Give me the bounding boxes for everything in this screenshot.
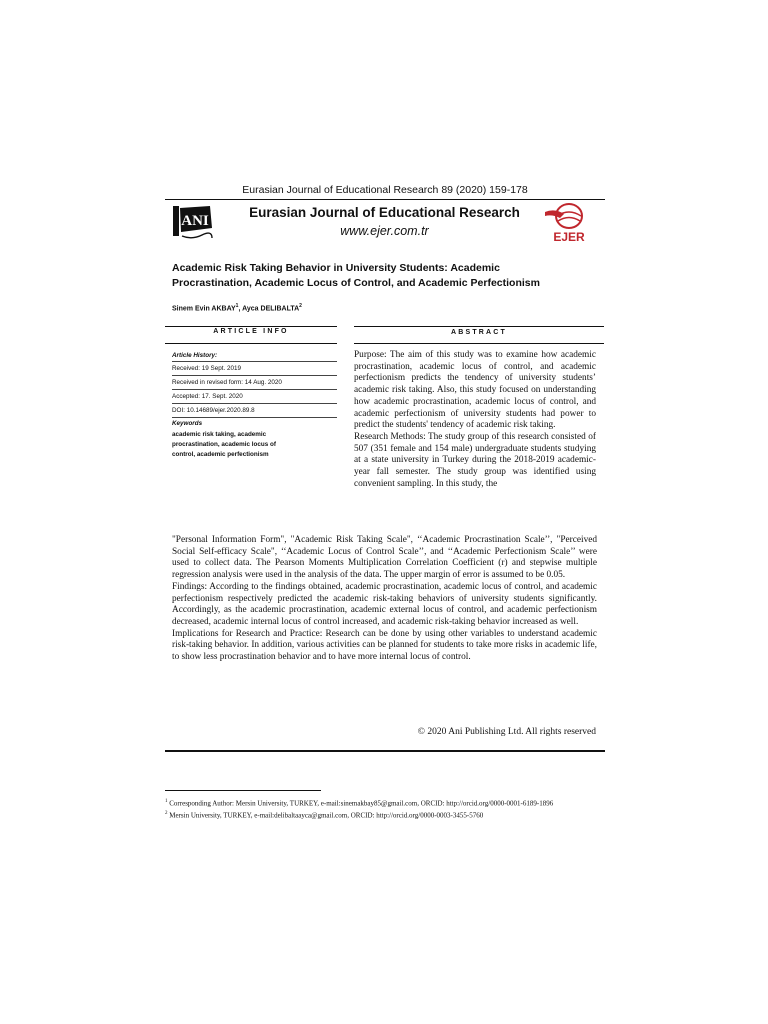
abstract-continued: [172, 535, 597, 664]
footnote-rule: [165, 790, 321, 791]
footnote-1: [165, 797, 603, 809]
author-1: Sinem Evin AKBAY: [172, 305, 236, 313]
footnote-2-marker: 2: [165, 810, 168, 816]
running-head: Eurasian Journal of Educational Research 89 (2020) 159-178: [242, 184, 528, 196]
received-date: Received: 19 Sept. 2019: [172, 365, 241, 372]
abstract-implications: Implications for Research and Practice: Research can be done by using other variables to understand academic risk-taking behavior. In addition, various activities can be planned for students to take more risks in academic life, to show less procrastination behavior and to have more internal locus of control.: [172, 628, 597, 663]
keywords-line-3: control, academic perfectionism: [172, 451, 269, 458]
author-separator: ,: [238, 305, 243, 313]
ejer-logo-text: EJER: [553, 230, 585, 244]
keywords-line-1: academic risk taking, academic: [172, 431, 267, 438]
author-list: [172, 303, 302, 312]
journal-title: Eurasian Journal of Educational Research: [249, 205, 520, 220]
footnote-1-text: Corresponding Author: Mersin University, TURKEY, e-mail:sinemakbay85@gmail.com, ORCID: http://orcid.org/0000-0001-6189-1896: [167, 799, 554, 808]
abstract-methods-continued: "Personal Information Form", "Academic Risk Taking Scale", ‘‘Academic Procrastination Scale’’, "Perceived Social Self-efficacy Scale", ‘‘Academic Locus of Control Scale’’, and ‘‘Academic Perfectionism Scale’’ were used to collect data. The Pearson Moments Multiplication Correlation Coefficient (r) and stepwise multiple regression analysis were used in the analysis of the data. The upper margin of error is assumed to be 0.05.: [172, 535, 597, 581]
article-info-top-rule: [165, 326, 337, 327]
doi[interactable]: DOI: 10.14689/ejer.2020.89.8: [172, 407, 255, 414]
abstract-column: [354, 350, 596, 490]
abstract-bottom-rule: [354, 343, 604, 344]
abstract-end-rule: [165, 750, 605, 752]
article-info-bottom-rule: [165, 343, 337, 344]
abstract-methods: Research Methods: The study group of this research consisted of 507 (351 female and 154 male) undergraduate students studying at a state university in Turkey during the 2018-2019 academic-year fall semester. The study group was identified using convenient sampling. In this study, the: [354, 431, 596, 489]
abstract-top-rule: [354, 326, 604, 327]
author-2-affiliation: 2: [299, 303, 302, 309]
footnotes: [165, 797, 603, 821]
ani-logo-text: ANI: [181, 213, 209, 229]
header-rule: [165, 199, 605, 200]
author-1-affiliation: 1: [235, 303, 239, 309]
article-title-line-1: Academic Risk Taking Behavior in University Students: Academic: [172, 262, 500, 274]
article-history-label: Article History:: [172, 352, 218, 359]
copyright-notice: © 2020 Ani Publishing Ltd. All rights reserved: [417, 727, 596, 737]
footnote-2: [165, 809, 603, 821]
author-2: Ayca DELIBALTA: [242, 305, 300, 313]
keywords-line-2: procrastination, academic locus of: [172, 441, 276, 448]
abstract-heading: ABSTRACT: [450, 329, 508, 336]
ani-publishing-logo: [172, 204, 214, 242]
abstract-findings: Findings: According to the findings obtained, academic procrastination, academic locus of control, and academic perfectionism respectively predicted the academic risk-taking behaviors of university students significantly. Accordingly, as the academic procrastination, academic external locus of control, and academic perfectionism decreased, academic internal locus of control increased, and academic risk-taking behavior increased as well.: [172, 581, 597, 627]
ejer-logo: [540, 202, 598, 244]
article-title: [172, 261, 602, 291]
article-title-line-2: Procrastination, Academic Locus of Control, and Academic Perfectionism: [172, 277, 540, 289]
footnote-2-text: Mersin University, TURKEY, e-mail:delibaltaayca@gmail.com, ORCID: http://orcid.org/0000-0003-3455-5760: [167, 811, 484, 820]
revised-date: Received in revised form: 14 Aug. 2020: [172, 379, 282, 386]
keywords-label: Keywords: [172, 420, 203, 427]
article-info-heading: ARTICLE INFO: [213, 328, 289, 335]
abstract-purpose: Purpose: The aim of this study was to examine how academic procrastination, academic locus of control, and academic perfectionism predicts the tendency of university students’ academic risk taking. Also, this study focused on understanding how academic procrastination, academic locus of control, and academic perfectionism of university students had power to predict the students' tendency of academic risk taking.: [354, 350, 596, 431]
accepted-date: Accepted: 17. Sept. 2020: [172, 393, 243, 400]
journal-url[interactable]: www.ejer.com.tr: [340, 224, 429, 238]
footnote-1-marker: 1: [165, 799, 168, 804]
